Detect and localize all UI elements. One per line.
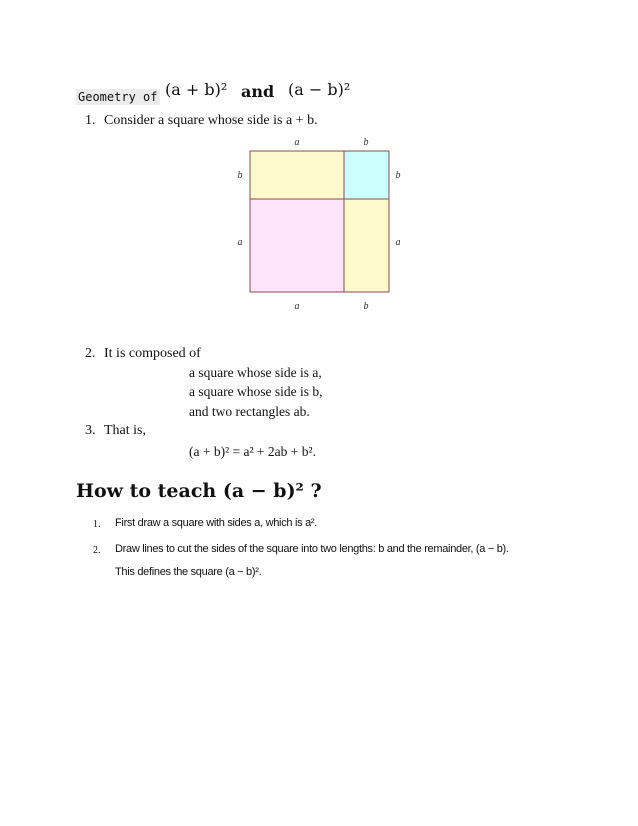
step-3-equation: (a + b)² = a² + 2ab + b². — [189, 444, 316, 459]
left-label-b: b — [237, 170, 243, 181]
left-label-a: a — [237, 237, 243, 248]
bottom-label-b: b — [363, 301, 369, 312]
step-1-text: Consider a square whose side is a + b. — [104, 113, 318, 128]
step-2-detail-1: a square whose side is a, — [189, 365, 322, 380]
rect-ab-right — [344, 199, 389, 292]
step-2-detail-3: and two rectangles ab. — [189, 404, 310, 419]
step-3-number: 3. — [85, 423, 96, 438]
square-b — [344, 151, 389, 199]
title-expression-difference: (a − b)² — [288, 80, 351, 99]
step-2-number: 2. — [85, 346, 96, 361]
right-label-a: a — [395, 237, 401, 248]
step-3-text: That is, — [104, 423, 146, 438]
top-label-a: a — [294, 137, 300, 148]
step-2-text: It is composed of — [104, 346, 201, 361]
bottom-label-a: a — [294, 301, 300, 312]
teach-item-2-number: 2. — [93, 545, 101, 556]
how-to-teach-heading: How to teach (a − b)² ? — [76, 480, 322, 502]
rect-ab-top — [250, 151, 344, 199]
title-expression-sum: (a + b)² — [165, 80, 228, 99]
step-2-detail-2: a square whose side is b, — [189, 384, 323, 399]
square-diagram — [232, 132, 410, 312]
right-label-b: b — [395, 170, 401, 181]
teach-item-2-text: Draw lines to cut the sides of the square into two lengths: b and the remainder, (a − b). — [115, 543, 509, 555]
teach-item-1-number: 1. — [93, 519, 101, 530]
square-a — [250, 199, 344, 292]
title-prefix: Geometry of — [76, 89, 160, 105]
step-1-number: 1. — [85, 113, 96, 128]
teach-item-2-continuation: This defines the square (a − b)². — [115, 566, 262, 578]
top-label-b: b — [363, 137, 369, 148]
teach-item-1-text: First draw a square with sides a, which is a². — [115, 517, 318, 529]
title-connector: and — [241, 82, 275, 101]
